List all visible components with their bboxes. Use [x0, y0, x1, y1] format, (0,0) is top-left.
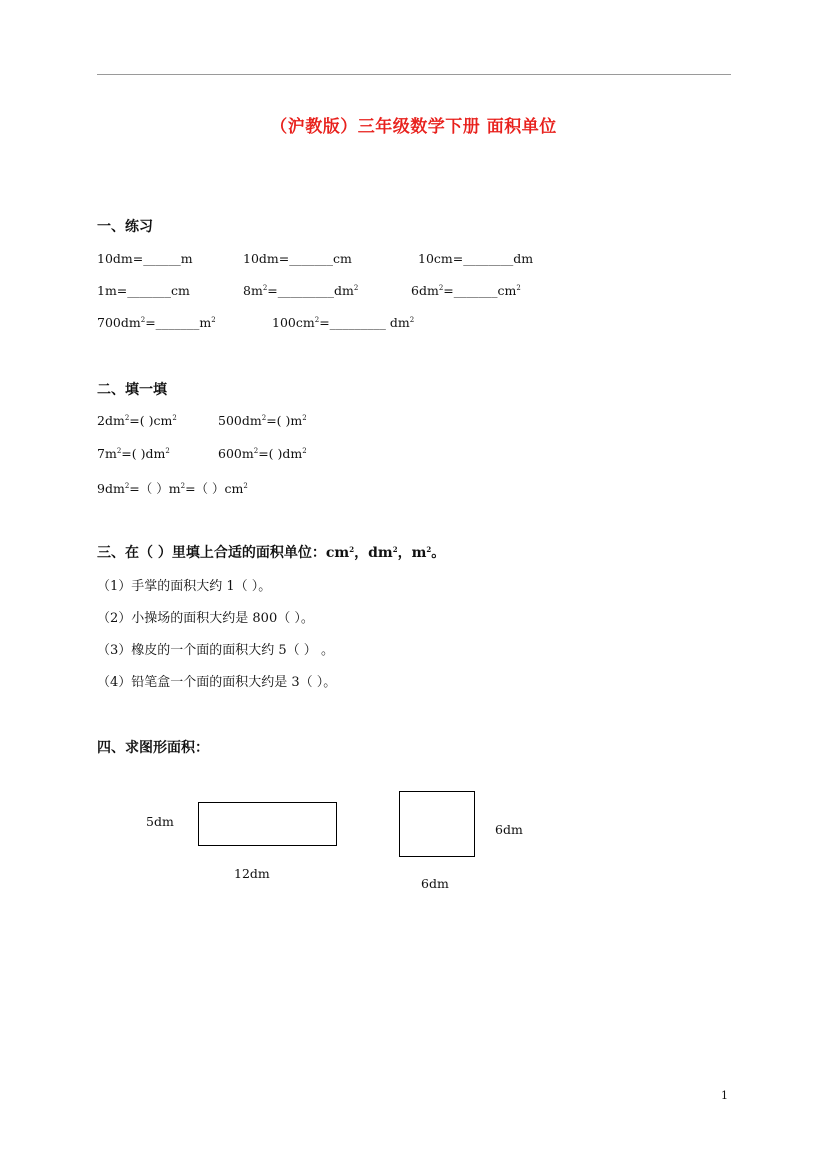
page-number: 1	[721, 1089, 728, 1102]
section1-heading: 一、练习	[97, 219, 153, 235]
unit-question: （4）铅笔盒一个面的面积大约是 3（ ）。	[97, 675, 337, 690]
exercise-item: 10cm=________dm	[418, 251, 534, 266]
rectangle-width-label: 12dm	[234, 866, 270, 881]
exercise-item: 1m=_______cm	[97, 283, 190, 298]
fill-item: $9dm^2=$（ ）$m^2=$（ ）$cm^2$	[97, 481, 248, 496]
fill-item: $2dm^2=$( )$cm^2$	[97, 413, 177, 428]
square-figure	[399, 791, 475, 857]
page-title: （沪教版）三年级数学下册 面积单位	[270, 117, 557, 137]
section4-heading: 四、求图形面积：	[97, 740, 209, 756]
square-side-label: 6dm	[495, 822, 523, 837]
exercise-item: $6dm^2=\_\_\_\_\_\_\_cm^2$	[411, 283, 521, 298]
exercise-item: 10dm=______m	[97, 251, 193, 266]
section3-heading: 三、在（ ）里填上合适的面积单位：$cm^2$，$dm^2$，$m^2$。	[97, 545, 446, 561]
section2-heading: 二、填一填	[97, 382, 167, 398]
square-bottom-label: 6dm	[421, 876, 449, 891]
fill-item: $7m^2=$( )$dm^2$	[97, 446, 170, 461]
unit-question: （3）橡皮的一个面的面积大约 5（ ） 。	[97, 643, 334, 658]
fill-item: $600m^2=$( )$dm^2$	[218, 446, 307, 461]
fill-item: $500dm^2=$( )$m^2$	[218, 413, 307, 428]
exercise-item: 10dm=_______cm	[243, 251, 352, 266]
header-rule	[97, 74, 731, 75]
unit-question: （1）手掌的面积大约 1（ ）。	[97, 579, 272, 594]
rectangle-height-label: 5dm	[146, 814, 174, 829]
exercise-item: $700dm^2=\_\_\_\_\_\_\_m^2$	[97, 315, 216, 330]
unit-question: （2）小操场的面积大约是 800（ ）。	[97, 611, 314, 626]
exercise-item: $8m^2=\_\_\_\_\_\_\_\_\_dm^2$	[243, 283, 359, 298]
rectangle-figure	[198, 802, 337, 846]
exercise-item: $100cm^2=\_\_\_\_\_\_\_\_\_$ $dm^2$	[272, 315, 415, 330]
